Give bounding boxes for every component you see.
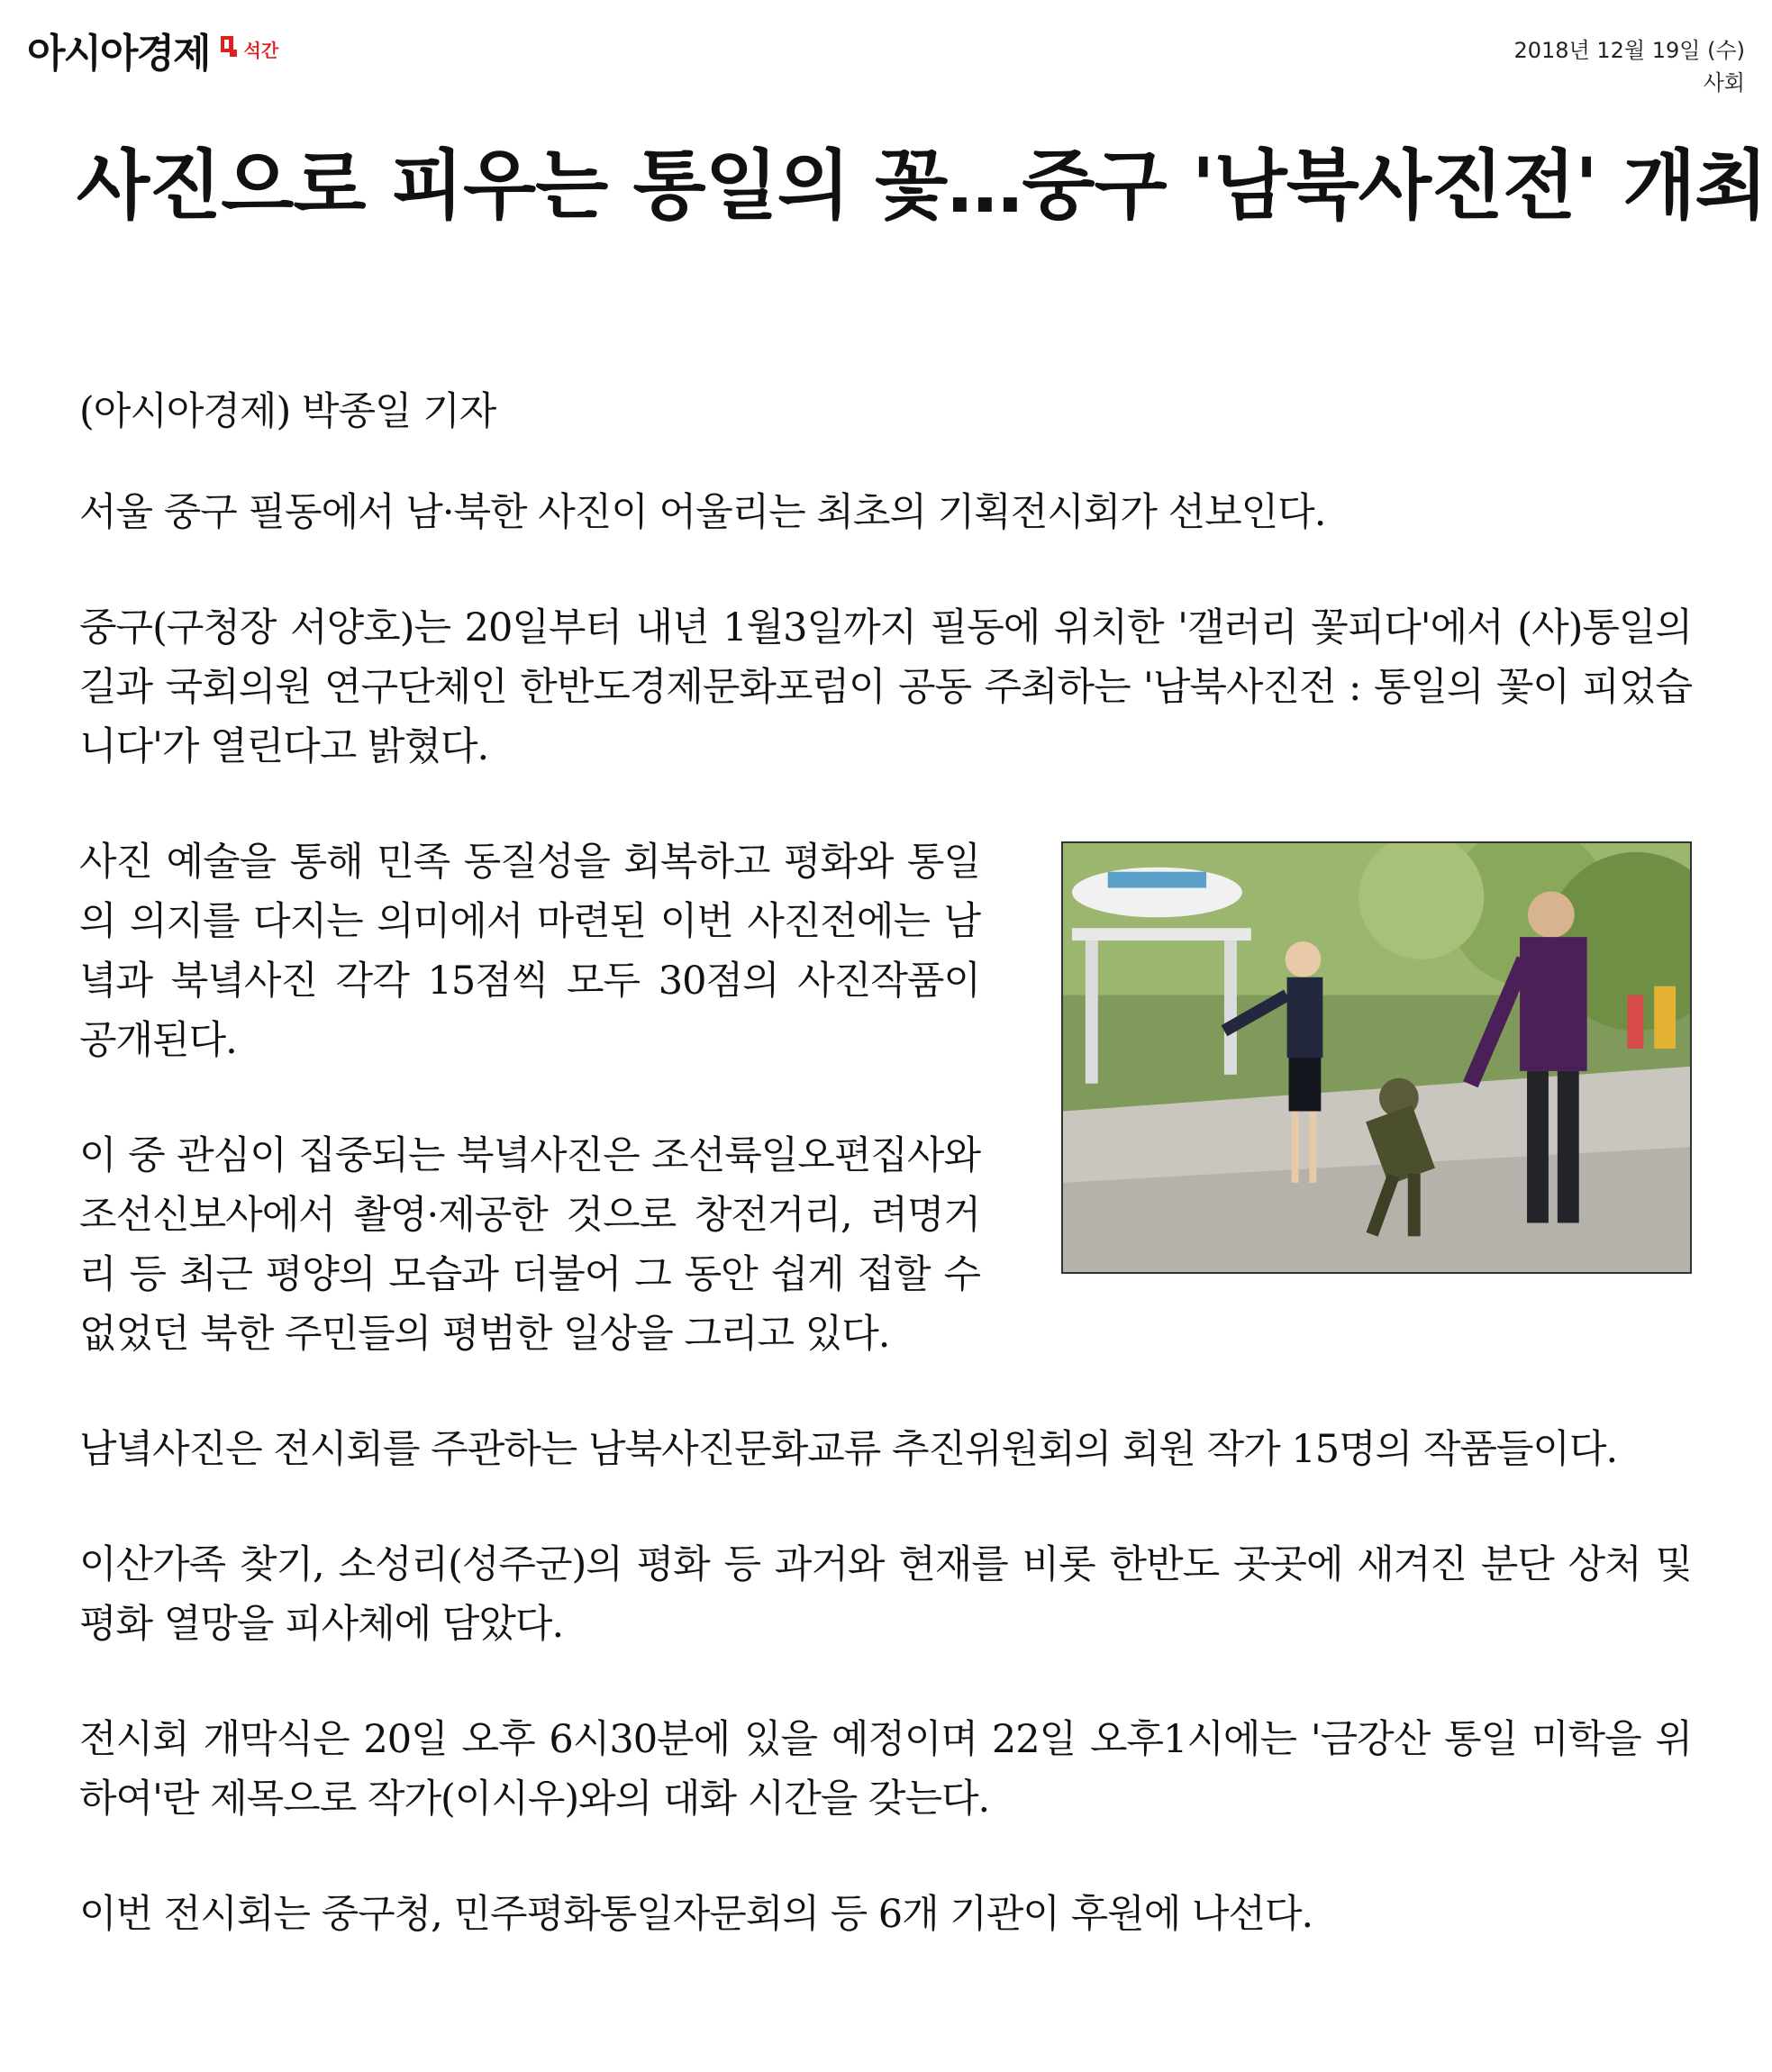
article-paragraph: 남녘사진은 전시회를 주관하는 남북사진문화교류 추진위원회의 회원 작가 15명의 작품들이다. [79,1427,1618,1472]
newspaper-logo: 아시아경제 [27,31,210,77]
edition-label: 석간 [243,40,279,61]
article-meta [1513,34,1745,99]
article-paragraph: 사진 예술을 통해 민족 동질성을 회복하고 평화와 통일의 의지를 다지는 의미에서 마련된 이번 사진전에는 남녘과 북녘사진 각각 15점씩 모두 30점의 사진작품이 공개된다. [79,840,980,1063]
publish-date: 2018년 12월 19일 (수) [1513,38,1745,63]
edition-mark [221,36,279,62]
photo-illustration [1063,843,1690,1272]
article-body [79,483,1692,2000]
article-paragraph: 이산가족 찾기, 소성리(성주군)의 평화 등 과거와 현재를 비롯 한반도 곳곳에 새겨진 분단 상처 및 평화 열망을 피사체에 담았다. [79,1542,1692,1647]
byline: (아시아경제) 박종일 기자 [79,389,496,434]
logo-flag-icon [221,36,233,52]
article-paragraph: 중구(구청장 서양호)는 20일부터 내년 1월3일까지 필동에 위치한 '갤러리 꽃피다'에서 (사)통일의 길과 국회의원 연구단체인 한반도경제문화포럼이 공동 주최하는 '남북사진전 : 통일의 꽃이 피었습니다'가 열린다고 밝혔다. [79,605,1692,769]
article-paragraph: 이번 전시회는 중구청, 민주평화통일자문회의 등 6개 기관이 후원에 나선다. [79,1892,1313,1937]
article-photo [1061,841,1692,1274]
article-paragraph: 전시회 개막식은 20일 오후 6시30분에 있을 예정이며 22일 오후1시에는 '금강산 통일 미학을 위하여'란 제목으로 작가(이시우)와의 대화 시간을 갖는다. [79,1717,1692,1822]
article-headline: 사진으로 피우는 통일의 꽃…중구 '남북사진전' 개최 [77,141,1767,230]
article-paragraph: 이 중 관심이 집중되는 북녘사진은 조선륙일오편집사와 조선신보사에서 촬영·제공한 것으로 창전거리, 려명거리 등 최근 평양의 모습과 더불어 그 동안 쉽게 접할 수 없었던 북한 주민들의 평범한 일상을 그리고 있다. [79,1133,980,1357]
section-label: 사회 [1703,70,1745,95]
article-paragraph: 서울 중구 필동에서 남·북한 사진이 어울리는 최초의 기획전시회가 선보인다. [79,490,1326,535]
masthead [27,31,279,77]
